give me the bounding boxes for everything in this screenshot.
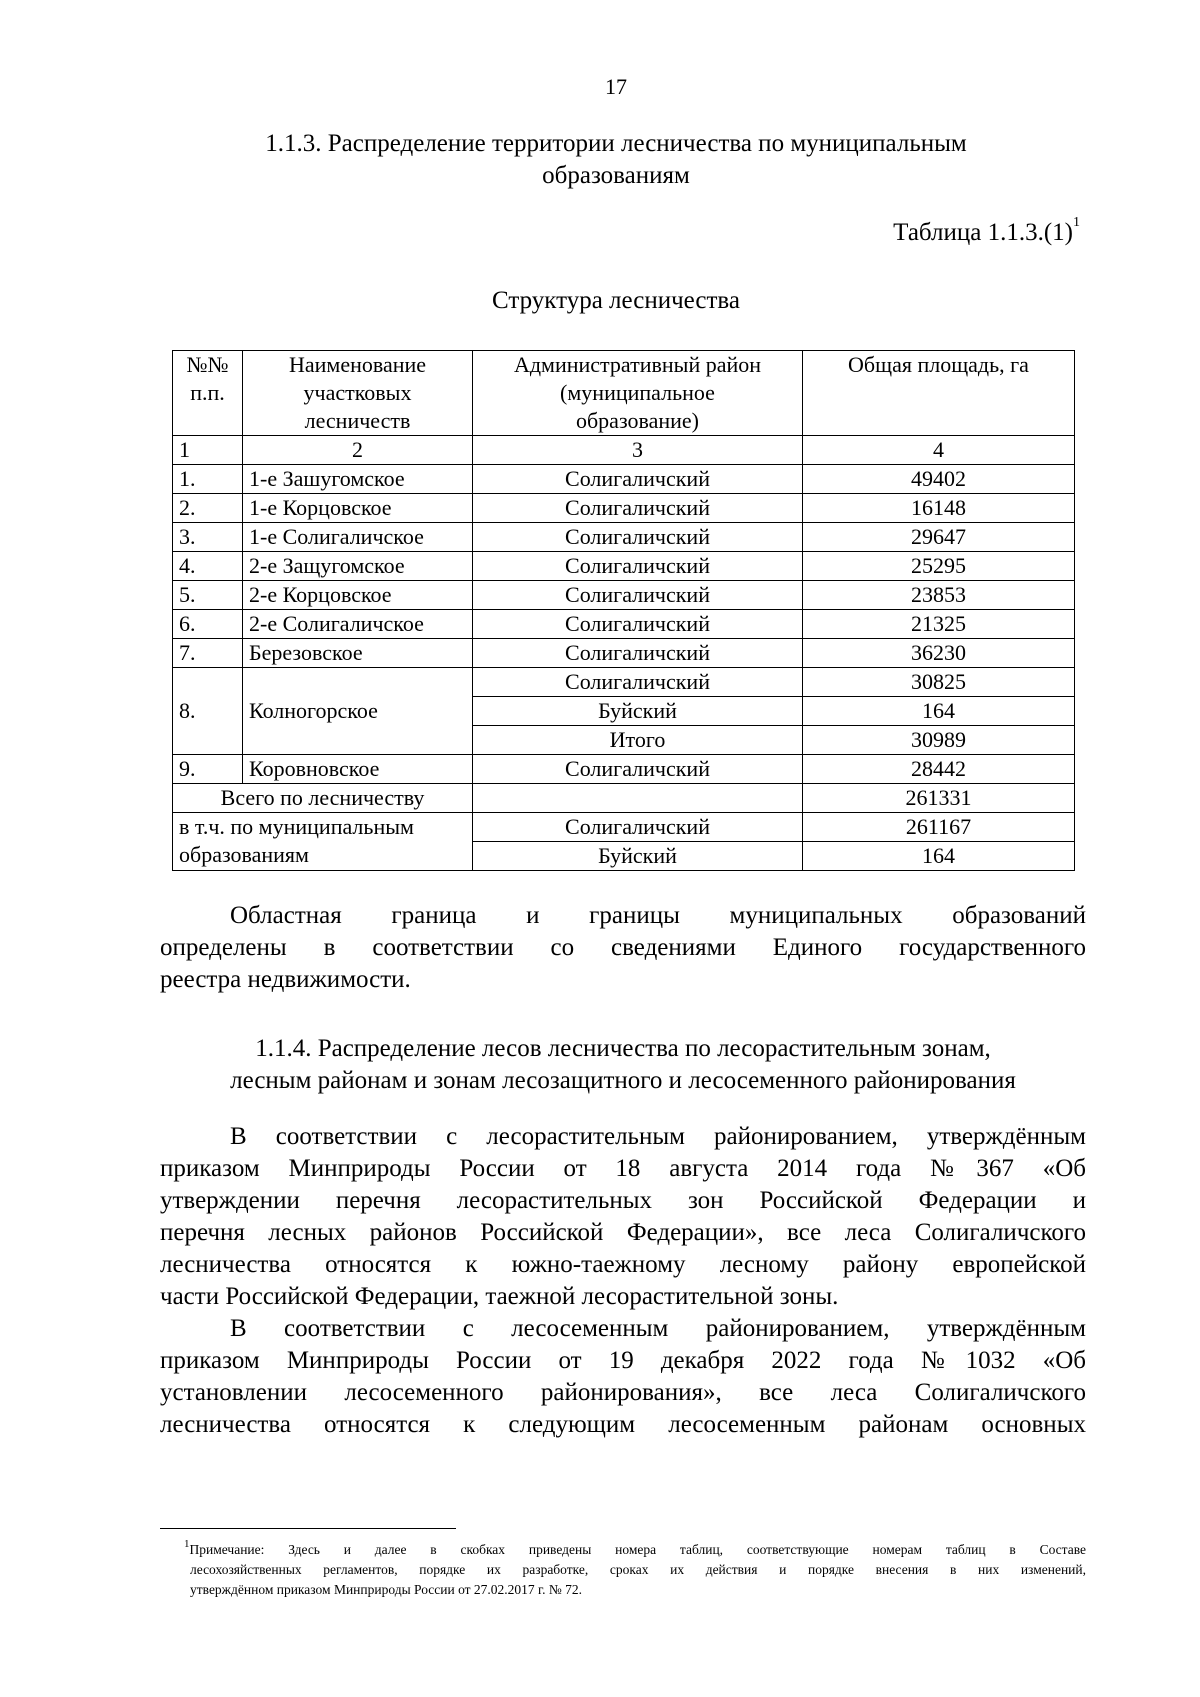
- section-title-line: 1.1.3. Распределение территории лесничества по муниципальным: [265, 130, 967, 157]
- table-municipal-row: [173, 813, 1075, 842]
- paragraph-line: Областная граница и границы муниципальных образований: [230, 902, 1086, 929]
- paragraph-borders: [160, 900, 1086, 996]
- paragraph-line: лесничества относятся к южно-таежному лесному району европейской: [160, 1251, 1086, 1278]
- row-number: 5.: [173, 581, 243, 610]
- forestry-name: 2-е Корцовское: [243, 581, 473, 610]
- table-row: [173, 523, 1075, 552]
- forestry-name: 1-е Зашугомское: [243, 465, 473, 494]
- header-cell-name: Наименование участковых лесничеств: [243, 351, 473, 436]
- table-row: [173, 668, 1075, 697]
- paragraph-line: перечня лесных районов Российской Федерации», все леса Солигаличского: [160, 1219, 1086, 1246]
- area-subtotal: 30989: [803, 726, 1075, 755]
- area: 36230: [803, 639, 1075, 668]
- row-number: 9.: [173, 755, 243, 784]
- paragraph-line: лесничества относятся к следующим лесосеменным районам основных: [160, 1411, 1086, 1438]
- paragraph-line: части Российской Федерации, таежной лесорастительной зоны.: [160, 1283, 839, 1310]
- area: 261167: [803, 813, 1075, 842]
- section-title-1-1-4: [160, 1033, 1086, 1097]
- district: Солигаличский: [473, 523, 803, 552]
- paragraph-line: установлении лесосеменного районирования», все леса Солигаличского: [160, 1379, 1086, 1406]
- paragraph-line: В соответствии с лесорастительным районированием, утверждённым: [230, 1123, 1086, 1150]
- table-row: [173, 755, 1075, 784]
- forestry-name: 2-е Солигаличское: [243, 610, 473, 639]
- column-number-row: [173, 436, 1075, 465]
- row-number: 3.: [173, 523, 243, 552]
- column-number: 4: [803, 436, 1075, 465]
- paragraph-forest-zones: [160, 1121, 1086, 1313]
- area: 164: [803, 697, 1075, 726]
- header-cell-district: Административный район (муниципальное образование): [473, 351, 803, 436]
- table-row: [173, 494, 1075, 523]
- district: Солигаличский: [473, 465, 803, 494]
- table-header-row: [173, 351, 1075, 436]
- district: Солигаличский: [473, 610, 803, 639]
- table-label: [893, 215, 1080, 247]
- paragraph-line: приказом Минприроды России от 18 августа 2014 года №367 «Об: [160, 1155, 1086, 1182]
- column-number: 3: [473, 436, 803, 465]
- row-number: 6.: [173, 610, 243, 639]
- forestry-name: 1-е Солигаличское: [243, 523, 473, 552]
- district: Солигаличский: [473, 581, 803, 610]
- row-number: 1.: [173, 465, 243, 494]
- footnote: [184, 1538, 1086, 1600]
- forestry-name: 1-е Корцовское: [243, 494, 473, 523]
- paragraph-line: В соответствии с лесосеменным районированием, утверждённым: [230, 1315, 1086, 1342]
- area: 164: [803, 842, 1075, 871]
- area: 30825: [803, 668, 1075, 697]
- area: 21325: [803, 610, 1075, 639]
- paragraph-seed-zones: [160, 1313, 1086, 1441]
- row-number: 7.: [173, 639, 243, 668]
- table-row: [173, 639, 1075, 668]
- row-number: 8.: [173, 668, 243, 755]
- page-number: 17: [605, 74, 627, 99]
- district: Солигаличский: [473, 552, 803, 581]
- column-number: 2: [243, 436, 473, 465]
- footnote-line: [184, 1538, 1086, 1560]
- area: 16148: [803, 494, 1075, 523]
- table-caption: Структура лесничества: [492, 287, 740, 314]
- area: 49402: [803, 465, 1075, 494]
- district: Солигаличский: [473, 755, 803, 784]
- table-row: [173, 610, 1075, 639]
- table-label-text: Таблица 1.1.3.(1): [893, 219, 1073, 246]
- total-label: Всего по лесничеству: [173, 784, 473, 813]
- section-title-line: 1.1.4. Распределение лесов лесничества по лесорастительным зонам,: [255, 1035, 991, 1062]
- section-title-line: образованиям: [542, 162, 690, 189]
- table-row: [173, 552, 1075, 581]
- header-cell-area: Общая площадь, га: [803, 351, 1075, 436]
- footnote-line: утверждённом приказом Минприроды России от 27.02.2017 г. № 72.: [190, 1582, 582, 1597]
- column-number: 1: [173, 436, 243, 465]
- row-number: 4.: [173, 552, 243, 581]
- forestry-name: 2-е Защугомское: [243, 552, 473, 581]
- district: Солигаличский: [473, 813, 803, 842]
- municipal-label: в т.ч. по муниципальным образованиям: [173, 813, 473, 871]
- table-row: [173, 465, 1075, 494]
- forestry-structure-table: [172, 350, 1075, 871]
- paragraph-line: приказом Минприроды России от 19 декабря 2022 года №1032 «Об: [160, 1347, 1086, 1374]
- footnote-marker: 1: [184, 1538, 190, 1550]
- header-cell-number: №№ п.п.: [173, 351, 243, 436]
- area: 25295: [803, 552, 1075, 581]
- area: 28442: [803, 755, 1075, 784]
- paragraph-line: определены в соответствии со сведениями Единого государственного: [160, 934, 1086, 961]
- district: Буйский: [473, 842, 803, 871]
- footnote-text: Примечание: Здесь и далее в скобках приведены номера таблиц, соответствующие номерам таблиц в Составе: [189, 1542, 1086, 1557]
- district: Буйский: [473, 697, 803, 726]
- district-subtotal: Итого: [473, 726, 803, 755]
- forestry-name: Колногорское: [243, 668, 473, 755]
- paragraph-line: реестра недвижимости.: [160, 966, 411, 993]
- row-number: 2.: [173, 494, 243, 523]
- footnote-divider: [160, 1528, 456, 1529]
- section-title-1-1-3: [160, 128, 1072, 192]
- footnote-line: лесохозяйственных регламентов, порядке их разработке, сроках их действия и порядке внесения в них изменений,: [190, 1562, 1086, 1577]
- forestry-name: Березовское: [243, 639, 473, 668]
- area: 23853: [803, 581, 1075, 610]
- district: Солигаличский: [473, 494, 803, 523]
- district: Солигаличский: [473, 668, 803, 697]
- forestry-name: Коровновское: [243, 755, 473, 784]
- footnote-ref: 1: [1073, 215, 1080, 230]
- table-total-row: [173, 784, 1075, 813]
- district: Солигаличский: [473, 639, 803, 668]
- paragraph-line: утверждении перечня лесорастительных зон Российской Федерации и: [160, 1187, 1086, 1214]
- section-title-line: лесным районам и зонам лесозащитного и лесосеменного районирования: [230, 1067, 1016, 1094]
- table-row: [173, 581, 1075, 610]
- total-area: 261331: [803, 784, 1075, 813]
- area: 29647: [803, 523, 1075, 552]
- total-district-empty: [473, 784, 803, 813]
